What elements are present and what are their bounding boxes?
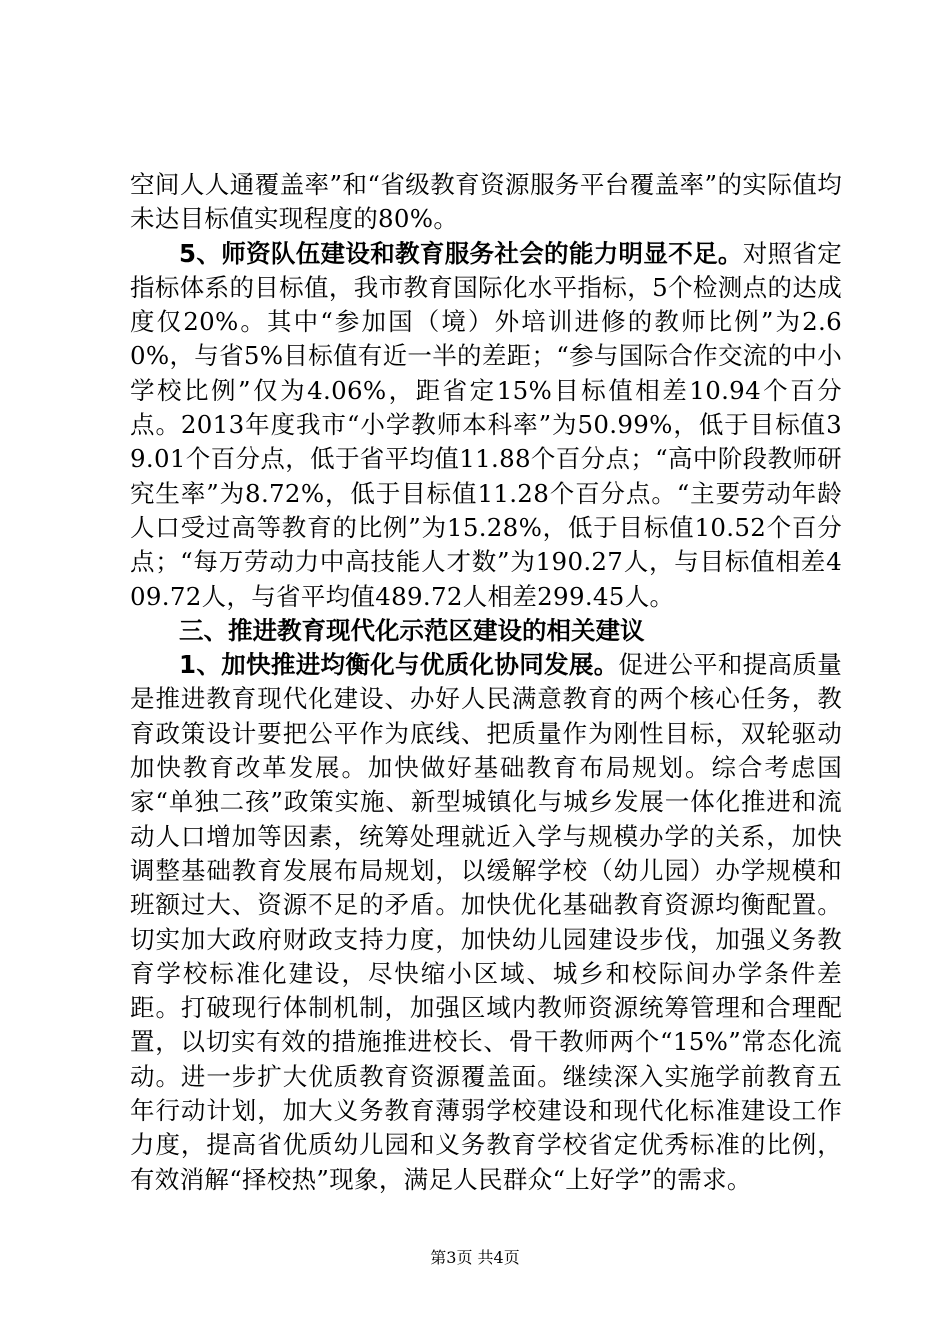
paragraph-text: 促进公平和提高质量是推进教育现代化建设、办好人民满意教育的两个核心任务，教育政策设计要把公平作为底线、把质量作为刚性目标，双轮驱动加快教育改革发展。加快做好基础教育布局规划。综合考虑国家“单独二孩”政策实施、新型城镇化与城乡发展一体化推进和流动人口增加等因素，统筹处理就近入学与规模办学的关系，加快调整基础教育发展布局规划，以缓解学校（幼儿园）办学规模和班额过大、资源不足的矛盾。加快优化基础教育资源均衡配置。切实加大政府财政支持力度，加快幼儿园建设步伐，加强义务教育学校标准化建设，尽快缩小区域、城乡和校际间办学条件差距。打破现行体制机制，加强区域内教师资源统筹管理和合理配置，以切实有效的措施推进校长、骨干教师两个“15%”常态化流动。进一步扩大优质教育资源覆盖面。继续深入实施学前教育五年行动计划，加大义务教育薄弱学校建设和现代化标准建设工作力度，提高省优质幼儿园和义务教育学校省定优秀标准的比例，有效消解“择校热”现象，满足人民群众“上好学”的需求。 — [130, 650, 842, 1194]
paragraph-text: 空间人人通覆盖率”和“省级教育资源服务平台覆盖率”的实际值均未达目标值实现程度的80%。 — [130, 170, 842, 234]
section-heading: 三、推进教育现代化示范区建设的相关建议 — [179, 615, 645, 645]
paragraph-lead: 5、师资队伍建设和教育服务社会的能力明显不足。 — [179, 238, 743, 268]
paragraph-teacher-capacity — [130, 237, 842, 614]
paragraph-lead: 1、加快推进均衡化与优质化协同发展。 — [179, 650, 619, 680]
paragraph-continuation — [130, 168, 842, 237]
paragraph-balanced-development — [130, 648, 842, 1197]
paragraph-text: 对照省定指标体系的目标值，我市教育国际化水平指标，5个检测点的达成度仅20%。其中“参加国（境）外培训进修的教师比例”为2.60%，与省5%目标值有近一半的差距；“参与国际合作交流的中小学校比例”仅为4.06%，距省定15%目标值相差10.94个百分点。2013年度我市“小学教师本科率”为50.99%，低于目标值39.01个百分点，低于省平均值11.88个百分点；“高中阶段教师研究生率”为8.72%，低于目标值11.28个百分点。“主要劳动年龄人口受过高等教育的比例”为15.28%，低于目标值10.52个百分点；“每万劳动力中高技能人才数”为190.27人，与目标值相差409.72人，与省平均值489.72人相差299.45人。 — [130, 238, 843, 611]
page-number-footer: 第3页 共4页 — [430, 1248, 520, 1267]
document-body — [130, 168, 842, 1197]
